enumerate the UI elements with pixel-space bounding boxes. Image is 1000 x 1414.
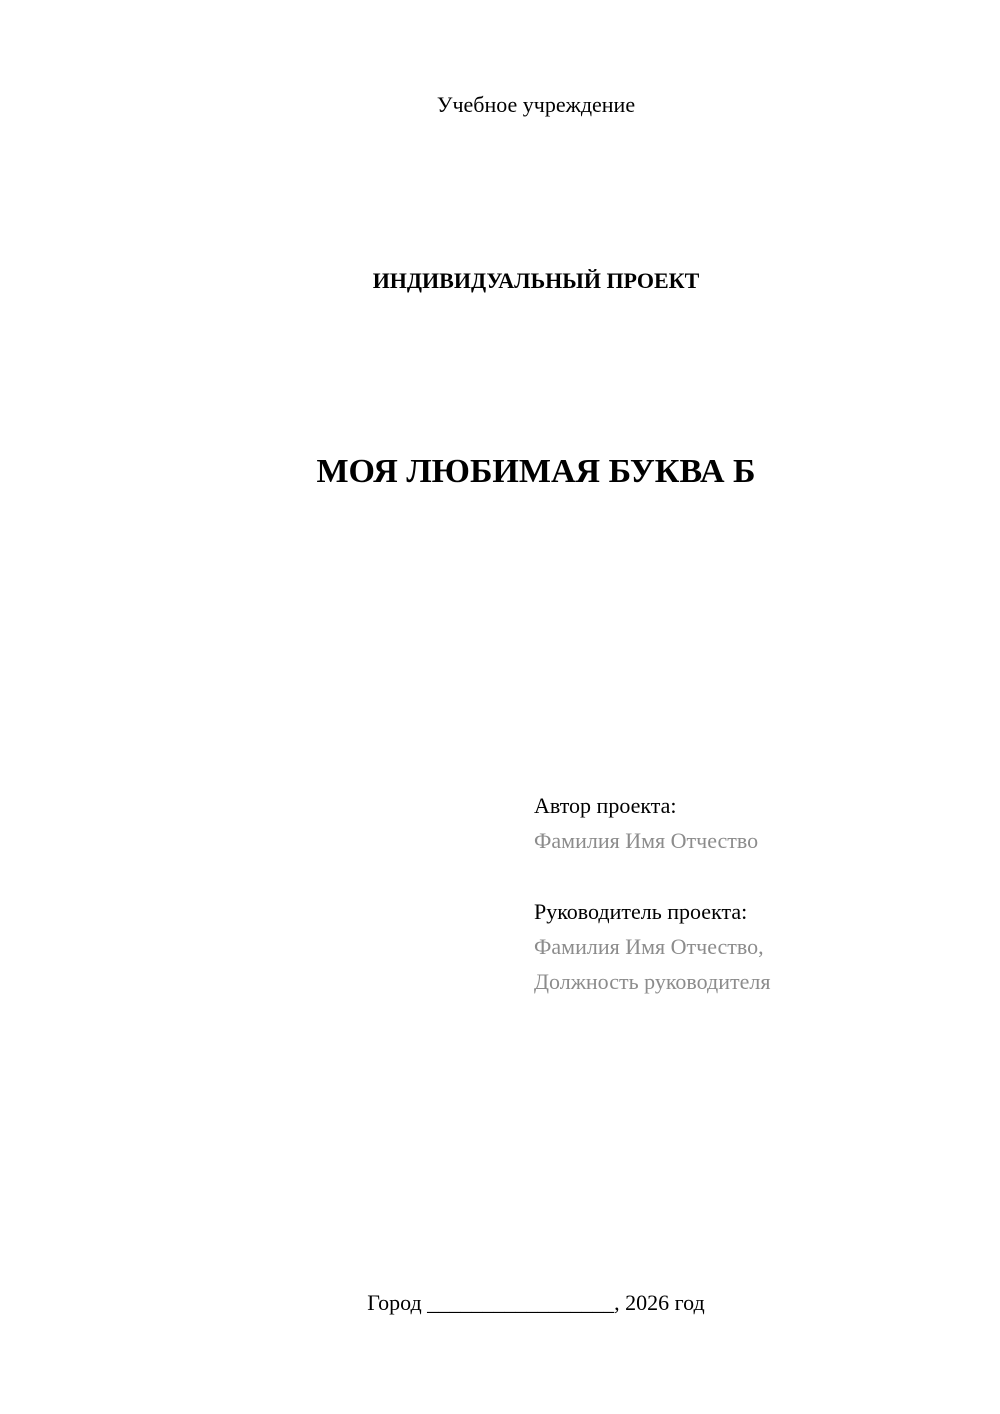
author-label: Автор проекта:: [534, 793, 677, 818]
institution-name: Учебное учреждение: [436, 92, 636, 117]
city-year-line: Город _________________, 2026 год: [367, 1290, 705, 1315]
supervisor-label: Руководитель проекта:: [534, 899, 748, 924]
supervisor-name: Фамилия Имя Отчество,: [534, 934, 764, 959]
document-type: ИНДИВИДУАЛЬНЫЙ ПРОЕКТ: [372, 268, 700, 293]
supervisor-position: Должность руководителя: [534, 969, 771, 994]
project-info-block: [534, 788, 770, 999]
author-name: Фамилия Имя Отчество: [534, 828, 759, 853]
spacer: [534, 858, 770, 894]
project-title: МОЯ ЛЮБИМАЯ БУКВА Б: [316, 453, 756, 490]
